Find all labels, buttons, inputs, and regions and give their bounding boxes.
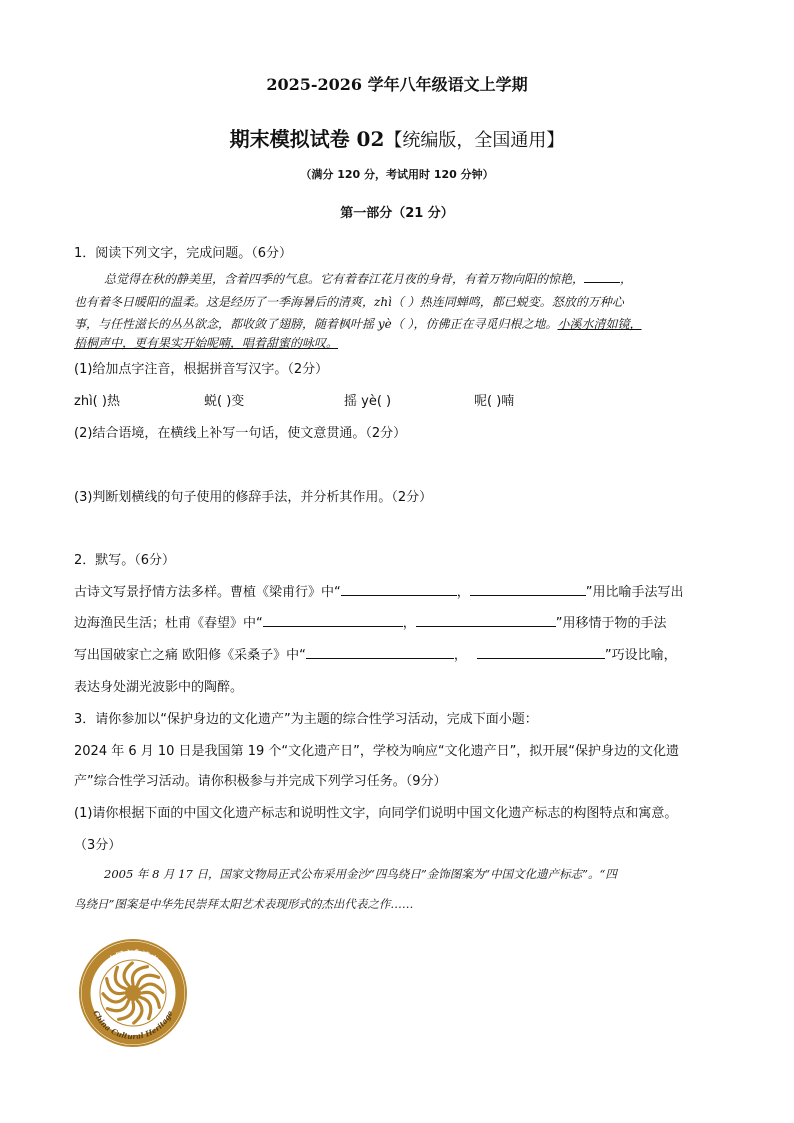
question-text: ”用比喻手法写出 <box>585 585 684 600</box>
passage-text: 总觉得在秋的静美里，含着四季的气息。它有着春江花月夜的身骨，有着万物向阳的惊艳， <box>104 272 585 286</box>
question-text: ”巧设比喻， <box>604 648 677 663</box>
exam-main-title <box>0 123 794 152</box>
question-2-line-2 <box>74 612 667 631</box>
question-text: 古诗文写景抒情方法多样。曹植《梁甫行》中“ <box>74 585 341 600</box>
passage-text: 事，与任性滋长的丛丛欲念，都收敛了翅膀，随着枫叶摇 yè（ ），仿佛正在寻觅归根之地。 <box>74 317 558 331</box>
question-text: ， <box>456 585 470 600</box>
exam-title-main: 期末模拟试卷 02 <box>229 127 385 151</box>
logo-description-1: 2005 年 8 月 17 日，国家文物局正式公布采用金沙“四鸟绕日”金饰图案为“中国文化遗产标志”。“四 <box>104 867 617 881</box>
pinyin-item-3: 摇 yè( ) <box>344 394 392 409</box>
svg-text:中国文化遗产: 中国文化遗产 <box>106 947 160 966</box>
china-cultural-heritage-logo <box>78 938 188 1048</box>
question-text: ， <box>453 648 467 663</box>
exam-year-title: 2025-2026 学年八年级语文上学期 <box>266 75 528 94</box>
question-text: 边海渔民生活；杜甫《春望》中“ <box>74 616 263 631</box>
sun-center <box>125 985 141 1001</box>
question-text: ， <box>402 616 416 631</box>
underlined-sentence: 梧桐声中，更有果实开始呢喃，唱着甜蜜的咏叹。 <box>74 336 339 350</box>
question-1-sub-2: (2)结合语境，在横线上补写一句话，使文意贯通。（2分） <box>74 426 407 441</box>
passage-text: ， <box>620 272 633 286</box>
passage-line-2: 也有着冬日暖阳的温柔。这是经历了一季海暑后的清爽，zhì（ ）热连同蝉鸣，都已蜕变。怒放的万种心 <box>74 295 624 309</box>
svg-text:China Cultural Heritage: China Cultural Heritage <box>91 1009 175 1042</box>
fill-blank[interactable] <box>584 282 620 283</box>
pinyin-item-2: 蜕( )变 <box>204 394 245 409</box>
fill-blank[interactable] <box>477 658 605 659</box>
question-text: 写出国破家亡之痛 欧阳修《采桑子》中“ <box>74 648 306 663</box>
heritage-emblem-icon <box>78 938 188 1048</box>
question-text: ”用移情于物的手法 <box>555 616 667 631</box>
fill-blank[interactable] <box>306 658 454 659</box>
fill-blank[interactable] <box>341 595 457 596</box>
passage-line-1 <box>104 270 632 287</box>
question-2-stem: 2．默写。（6分） <box>74 553 176 568</box>
question-1-sub-3: (3)判断划横线的句子使用的修辞手法，并分析其作用。（2分） <box>74 490 433 505</box>
exam-edition-label: 【统编版，全国通用】 <box>384 130 565 151</box>
part-one-title: 第一部分（21 分） <box>340 206 454 221</box>
question-3-stem: 3．请你参加以“保护身边的文化遗产”为主题的综合性学习活动，完成下面小题： <box>74 712 538 727</box>
question-3-intro-1: 2024 年 6 月 10 日是我国第 19 个“文化遗产日”，学校为响应“文化遗产日”，拟开展“保护身边的文化遗 <box>74 744 680 759</box>
fill-blank[interactable] <box>416 626 556 627</box>
question-3-sub-1: (1)请你根据下面的中国文化遗产标志和说明性文字，向同学们说明中国文化遗产标志的构图特点和寓意。 <box>74 806 678 821</box>
question-2-line-1 <box>74 581 684 600</box>
pinyin-item-4: 呢( )喃 <box>474 394 515 409</box>
fill-blank[interactable] <box>470 595 586 596</box>
question-1-sub-1: (1)给加点字注音，根据拼音写汉字。（2分） <box>74 362 329 377</box>
underlined-sentence: 小溪水清如镜， <box>557 317 642 331</box>
question-2-line-3 <box>74 644 677 663</box>
question-1-stem: 1．阅读下列文字，完成问题。（6分） <box>74 246 293 261</box>
logo-description-2: 鸟绕日”图案是中华先民崇拜太阳艺术表现形式的杰出代表之作…… <box>74 897 414 911</box>
pinyin-item-1: zhì( )热 <box>74 394 120 409</box>
exam-score-time: （满分 120 分，考试用时 120 分钟） <box>300 168 494 181</box>
passage-line-3 <box>74 315 642 332</box>
question-2-line-4: 表达身处湖光波影中的陶醉。 <box>74 680 244 695</box>
fill-blank[interactable] <box>263 626 403 627</box>
question-3-sub-1-score: （3分） <box>74 838 122 853</box>
question-3-intro-2: 产”综合性学习活动。请你积极参与并完成下列学习任务。（9分） <box>74 774 447 789</box>
